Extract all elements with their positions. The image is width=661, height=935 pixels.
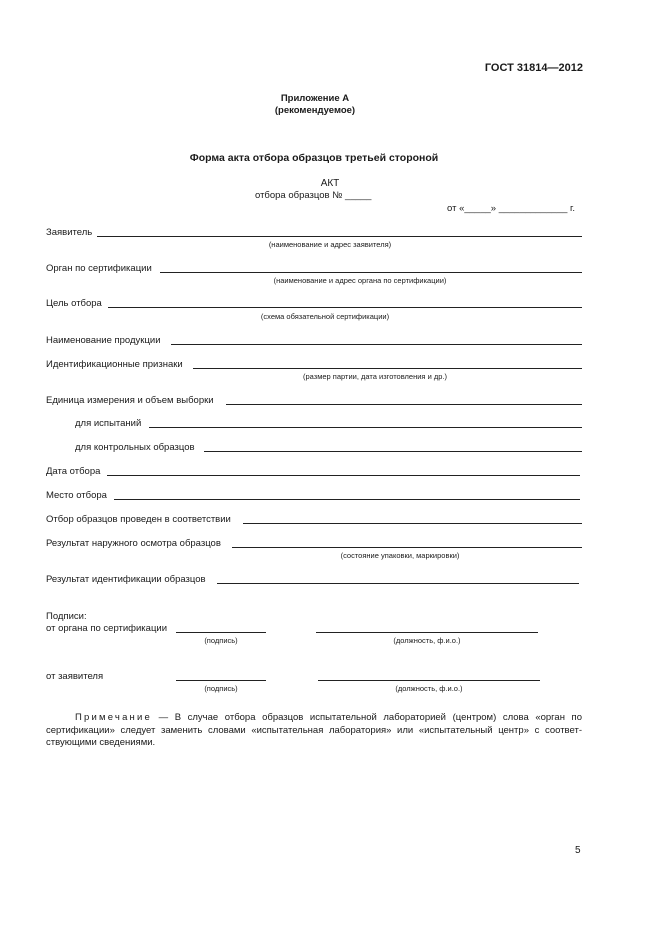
act-date: от «_____» _____________ г. [447, 203, 575, 214]
unit-field[interactable] [226, 404, 582, 405]
place-field[interactable] [114, 499, 580, 500]
purpose-hint: (схема обязательной сертификации) [260, 312, 390, 321]
sign-applicant-signature-field[interactable] [176, 680, 266, 681]
signatures-title: Подписи: [46, 611, 87, 622]
applicant-field[interactable] [97, 236, 582, 237]
ident-result-label: Результат идентификации образцов [46, 574, 206, 585]
place-label: Место отбора [46, 490, 107, 501]
sign-applicant-label: от заявителя [46, 671, 104, 682]
ident-field[interactable] [193, 368, 582, 369]
applicant-label: Заявитель [46, 227, 93, 238]
date-label: Дата отбора [46, 466, 101, 477]
sign-cert-body-position-field[interactable] [316, 632, 538, 633]
appendix-subtitle: (рекомендуемое) [274, 105, 356, 116]
inspection-field[interactable] [232, 547, 582, 548]
control-label: для контрольных образцов [75, 442, 195, 453]
sign-applicant-position-field[interactable] [318, 680, 540, 681]
form-title: Форма акта отбора образцов третьей стороной [189, 152, 439, 164]
appendix-title: Приложение А [280, 93, 350, 104]
applicant-hint: (наименование и адрес заявителя) [268, 240, 392, 249]
act-number: отбора образцов № _____ [255, 190, 372, 201]
note-label: Примечание [75, 712, 152, 723]
act-title: АКТ [320, 178, 340, 189]
cert-body-hint: (наименование и адрес органа по сертификации) [273, 276, 447, 285]
cert-body-field[interactable] [160, 272, 582, 273]
product-label: Наименование продукции [46, 335, 161, 346]
tests-field[interactable] [149, 427, 582, 428]
product-field[interactable] [171, 344, 582, 345]
sign-cert-body-label: от органа по сертификации [46, 623, 167, 634]
date-field[interactable] [107, 475, 580, 476]
ident-hint: (размер партии, дата изготовления и др.) [303, 372, 447, 381]
sign-cert-body-signature-hint: (подпись) [204, 636, 238, 645]
ident-label: Идентификационные признаки [46, 359, 183, 370]
standard-number: ГОСТ 31814—2012 [484, 62, 583, 74]
inspection-label: Результат наружного осмотра образцов [46, 538, 221, 549]
page-number: 5 [575, 845, 581, 856]
purpose-field[interactable] [108, 307, 582, 308]
ident-result-field[interactable] [217, 583, 579, 584]
according-label: Отбор образцов проведен в соответствии [46, 514, 231, 525]
sign-applicant-position-hint: (должность, ф.и.о.) [395, 684, 463, 693]
note-text: — В случае отбора образцов испытательной лабораторией (центром) слова «орган по сертификации» следует заменить словами «испытательная лаборатория» или «испытательный центр» с соответствующими сведениями. [46, 712, 582, 748]
cert-body-label: Орган по сертификации [46, 263, 152, 274]
note [46, 712, 582, 750]
inspection-hint: (состояние упаковки, маркировки) [340, 551, 460, 560]
according-field[interactable] [243, 523, 582, 524]
control-field[interactable] [204, 451, 582, 452]
unit-label: Единица измерения и объем выборки [46, 395, 214, 406]
purpose-label: Цель отбора [46, 298, 102, 309]
sign-cert-body-position-hint: (должность, ф.и.о.) [393, 636, 461, 645]
sign-cert-body-signature-field[interactable] [176, 632, 266, 633]
tests-label: для испытаний [75, 418, 142, 429]
sign-applicant-signature-hint: (подпись) [204, 684, 238, 693]
